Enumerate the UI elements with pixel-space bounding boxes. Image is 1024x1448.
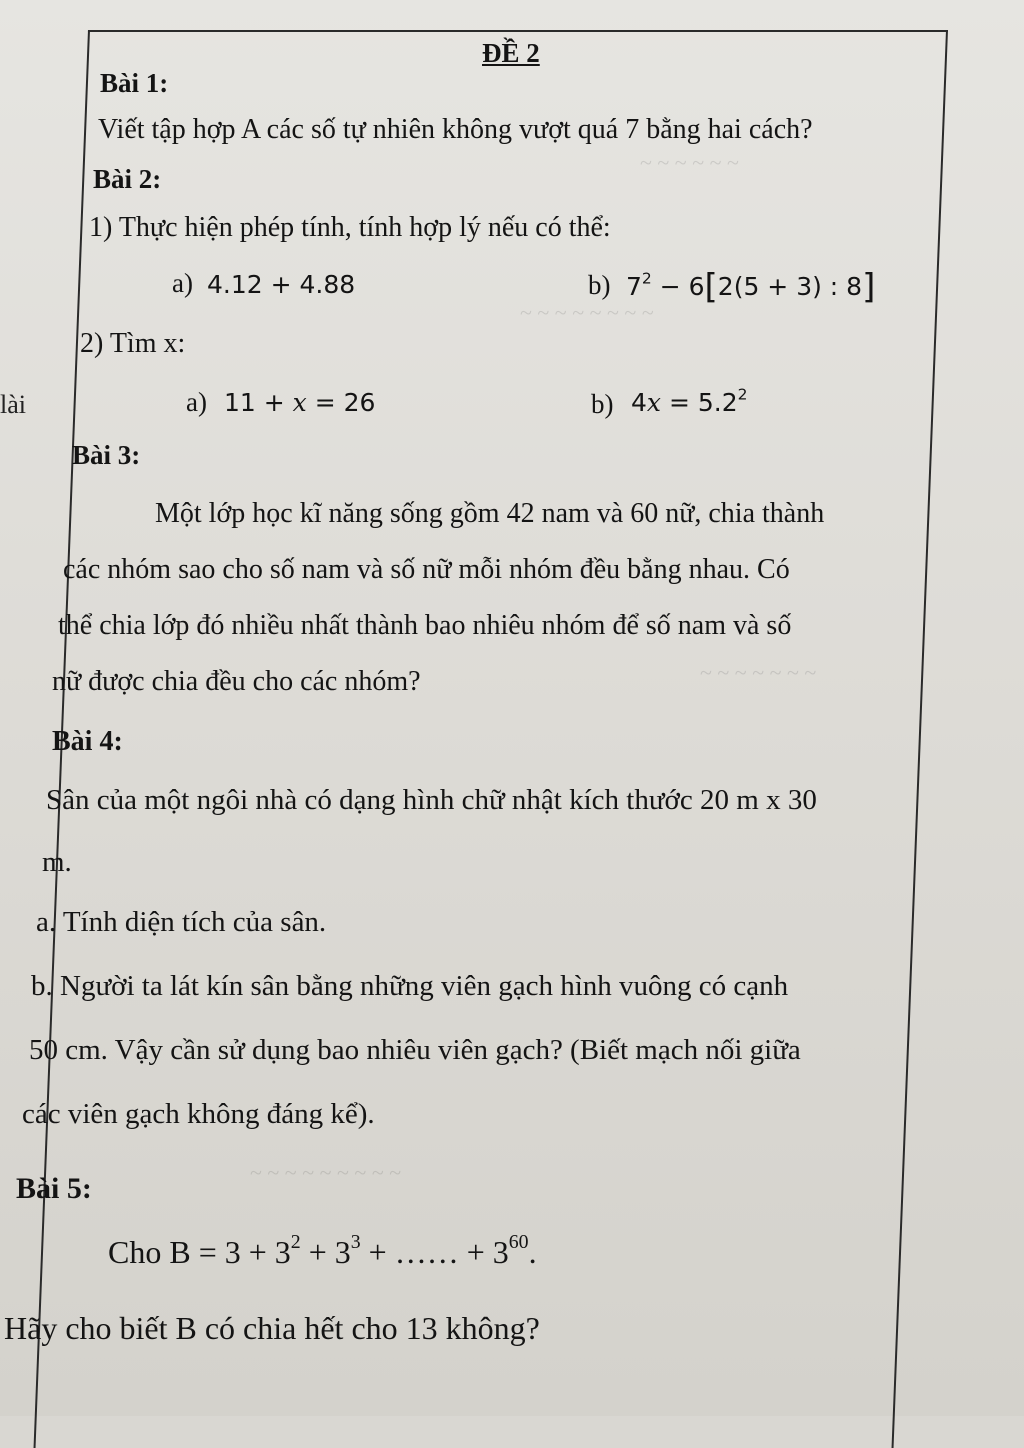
bai2-part1-text: 1) Thực hiện phép tính, tính hợp lý nếu có thể: bbox=[89, 212, 611, 243]
bai4-line-1: Sân của một ngôi nhà có dạng hình chữ nhật kích thước 20 m x 30 bbox=[46, 784, 817, 816]
close-bracket: ] bbox=[862, 267, 876, 307]
bai2-part2-a-label: a) bbox=[186, 387, 207, 417]
bai2-part2-b-expression bbox=[631, 385, 748, 417]
bai4-line-6: các viên gạch không đáng kể). bbox=[22, 1098, 375, 1130]
bai5-expression bbox=[108, 1231, 537, 1270]
math-term: 4 bbox=[631, 388, 647, 417]
bai2-heading: Bài 2: bbox=[93, 164, 162, 194]
bai3-line-2: các nhóm sao cho số nam và số nữ mỗi nhóm đều bằng nhau. Có bbox=[63, 554, 790, 585]
bai3-heading: Bài 3: bbox=[72, 440, 141, 470]
bleed-through-text: ~ ~ ~ ~ ~ ~ bbox=[640, 150, 739, 175]
bai2-part1-a-label: a) bbox=[172, 268, 193, 298]
bai5-question: Hãy cho biết B có chia hết cho 13 không? bbox=[4, 1310, 540, 1346]
math-variable: x bbox=[292, 388, 307, 417]
math-term: − 6 bbox=[651, 272, 705, 301]
bai2-part1-b-expression bbox=[626, 267, 876, 307]
open-bracket: [ bbox=[704, 267, 718, 307]
math-term: = 5.2 bbox=[661, 388, 738, 417]
bai2-part1-b-label: b) bbox=[588, 270, 611, 300]
bleed-through-text: ~ ~ ~ ~ ~ ~ ~ ~ ~ bbox=[250, 1160, 402, 1185]
math-variable: x bbox=[646, 388, 662, 417]
bai4-line-4: b. Người ta lát kín sân bằng những viên gạch hình vuông có cạnh bbox=[31, 970, 789, 1002]
page-title: ĐỀ 2 bbox=[482, 38, 540, 68]
math-exponent: 2 bbox=[641, 269, 652, 288]
bai1-heading: Bài 1: bbox=[100, 68, 169, 98]
math-term: . bbox=[528, 1234, 537, 1270]
margin-fragment: lài bbox=[0, 390, 26, 419]
bai5-heading: Bài 5: bbox=[16, 1172, 92, 1205]
math-term: Cho B bbox=[108, 1234, 191, 1270]
bai3-line-4: nữ được chia đều cho các nhóm? bbox=[52, 666, 421, 697]
bai3-line-3: thể chia lớp đó nhiều nhất thành bao nhiêu nhóm để số nam và số bbox=[58, 610, 792, 641]
bai2-part2-b-label: b) bbox=[591, 389, 614, 419]
math-exponent: 2 bbox=[737, 385, 748, 404]
math-term: + …… + 3 bbox=[360, 1234, 509, 1270]
math-exponent: 60 bbox=[508, 1231, 529, 1254]
bai4-line-3: a. Tính diện tích của sân. bbox=[36, 906, 327, 938]
math-exponent: 3 bbox=[350, 1231, 361, 1254]
math-term: 11 + bbox=[224, 388, 293, 417]
math-term: 2(5 + 3) : 8 bbox=[717, 272, 863, 301]
bai1-text: Viết tập hợp A các số tự nhiên không vượt quá 7 bằng hai cách? bbox=[98, 114, 813, 145]
math-base: 7 bbox=[626, 272, 642, 301]
bai2-part1-a-expression: 4.12 + 4.88 bbox=[207, 270, 356, 299]
bai4-heading: Bài 4: bbox=[52, 726, 123, 757]
bleed-through-text: ~ ~ ~ ~ ~ ~ ~ ~ bbox=[520, 300, 654, 325]
bai2-part2-text: 2) Tìm x: bbox=[80, 328, 186, 359]
bai4-line-2: m. bbox=[42, 846, 72, 878]
math-exponent: 2 bbox=[290, 1231, 301, 1254]
math-term: + 3 bbox=[300, 1234, 351, 1270]
math-term: = 26 bbox=[306, 388, 376, 417]
bai4-line-5: 50 cm. Vậy cần sử dụng bao nhiêu viên gạch? (Biết mạch nối giữa bbox=[29, 1034, 801, 1066]
bai3-line-1: Một lớp học kĩ năng sống gồm 42 nam và 60 nữ, chia thành bbox=[155, 498, 825, 529]
bai2-part2-a-expression bbox=[224, 390, 375, 415]
math-term: = 3 + 3 bbox=[190, 1234, 291, 1270]
bleed-through-text: ~ ~ ~ ~ ~ ~ ~ bbox=[700, 660, 817, 685]
